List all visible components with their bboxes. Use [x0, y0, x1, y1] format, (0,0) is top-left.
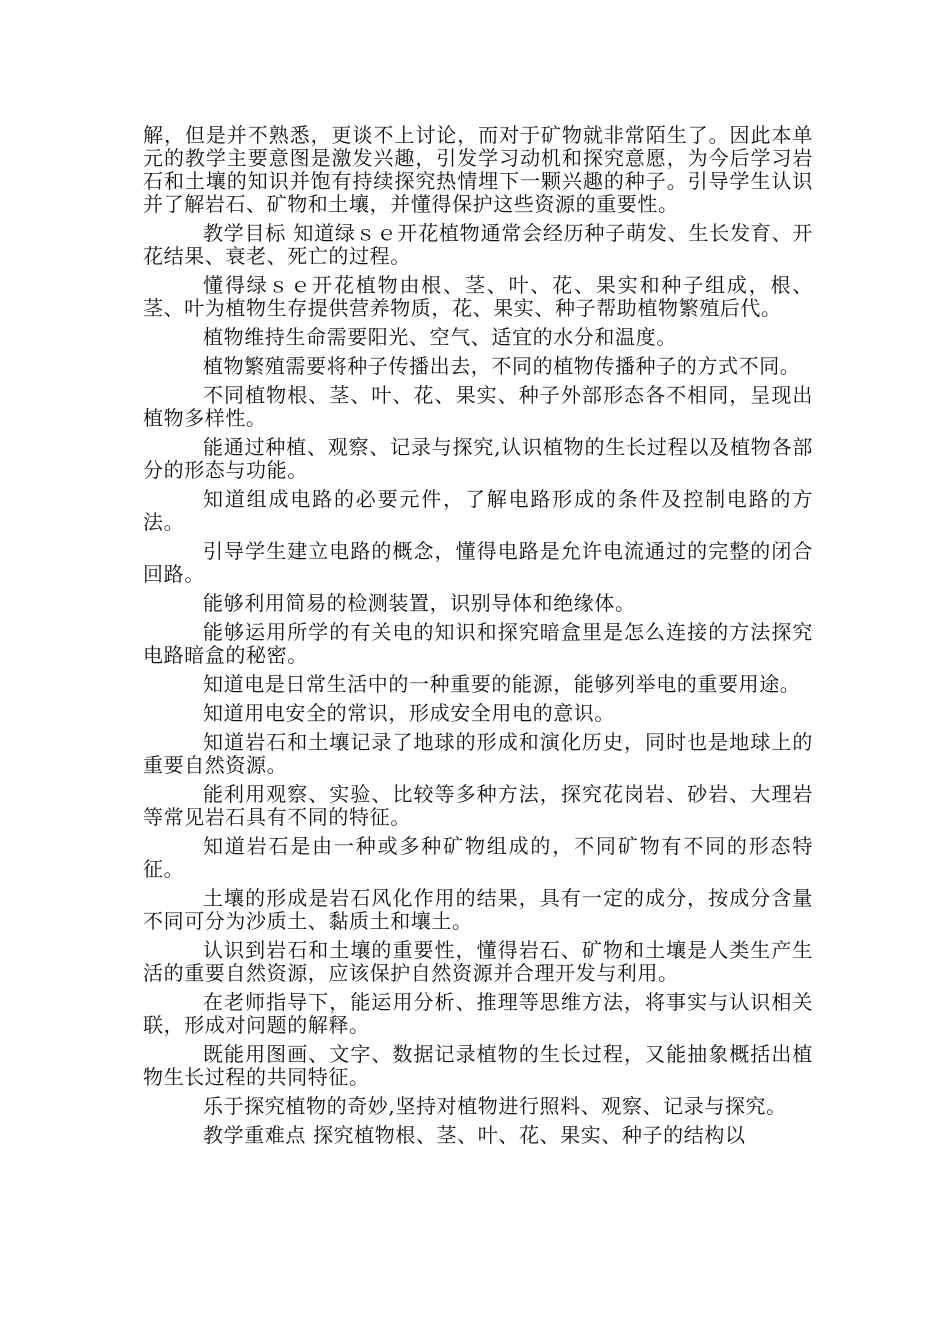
paragraph-2: 教学目标 知道绿ｓｅ开花植物通常会经历种子萌发、生长发育、开花结果、衰老、死亡的过程。 — [143, 221, 813, 268]
paragraph-12: 知道电是日常生活中的一种重要的能源，能够列举电的重要用途。 — [203, 672, 801, 696]
paragraph-16: 知道岩石是由一种或多种矿物组成的，不同矿物有不同的形态特征。 — [143, 834, 813, 881]
paragraph-18: 认识到岩石和土壤的重要性，懂得岩石、矿物和土壤是人类生产生活的重要自然资源，应该保护自然资源并合理开发与利用。 — [143, 938, 813, 985]
paragraph-5: 植物繁殖需要将种子传播出去，不同的植物传播种子的方式不同。 — [203, 354, 801, 378]
paragraph-9: 引导学生建立电路的概念，懂得电路是允许电流通过的完整的闭合回路。 — [143, 539, 813, 586]
paragraph-11: 能够运用所学的有关电的知识和探究暗盒里是怎么连接的方法探究电路暗盒的秘密。 — [143, 620, 813, 667]
paragraph-7: 能通过种植、观察、记录与探究,认识植物的生长过程以及植物各部分的形态与功能。 — [143, 435, 813, 482]
paragraph-4: 植物维持生命需要阳光、空气、适宜的水分和温度。 — [203, 325, 677, 349]
paragraph-17: 土壤的形成是岩石风化作用的结果，具有一定的成分，按成分含量不同可分为沙质土、黏质土和壤土。 — [143, 886, 813, 933]
paragraph-20: 既能用图画、文字、数据记录植物的生长过程，又能抽象概括出植物生长过程的共同特征。 — [143, 1042, 813, 1089]
paragraph-8: 知道组成电路的必要元件，了解电路形成的条件及控制电路的方法。 — [143, 487, 813, 534]
paragraph-1: 解，但是并不熟悉，更谈不上讨论，而对于矿物就非常陌生了。因此本单元的教学主要意图是激发兴趣，引发学习动机和探究意愿，为今后学习岩石和土壤的知识并饱有持续探究热情埋下一颗兴趣的种子。引导学生认识并了解岩石、矿物和土壤，并懂得保护这些资源的重要性。 — [143, 123, 813, 216]
paragraph-15: 能利用观察、实验、比较等多种方法，探究花岗岩、砂岩、大理岩等常见岩石具有不同的特征。 — [143, 782, 813, 829]
paragraph-14: 知道岩石和土壤记录了地球的形成和演化历史，同时也是地球上的重要自然资源。 — [143, 730, 813, 777]
paragraph-19: 在老师指导下，能运用分析、推理等思维方法，将事实与认识相关联，形成对问题的解释。 — [143, 990, 813, 1037]
paragraph-21: 乐于探究植物的奇妙,坚持对植物进行照料、观察、记录与探究。 — [203, 1094, 787, 1118]
paragraph-10: 能够利用简易的检测装置，识别导体和绝缘体。 — [203, 591, 636, 615]
paragraph-13: 知道用电安全的常识，形成安全用电的意识。 — [203, 701, 615, 725]
paragraph-6: 不同植物根、茎、叶、花、果实、种子外部形态各不相同，呈现出植物多样性。 — [143, 383, 813, 430]
paragraph-3: 懂得绿ｓｅ开花植物由根、茎、叶、花、果实和种子组成，根、茎、叶为植物生存提供营养物质，花、果实、种子帮助植物繁殖后代。 — [143, 273, 813, 320]
document-body — [143, 124, 813, 1153]
paragraph-22: 教学重难点 探究植物根、茎、叶、花、果实、种子的结构以 — [203, 1123, 746, 1147]
